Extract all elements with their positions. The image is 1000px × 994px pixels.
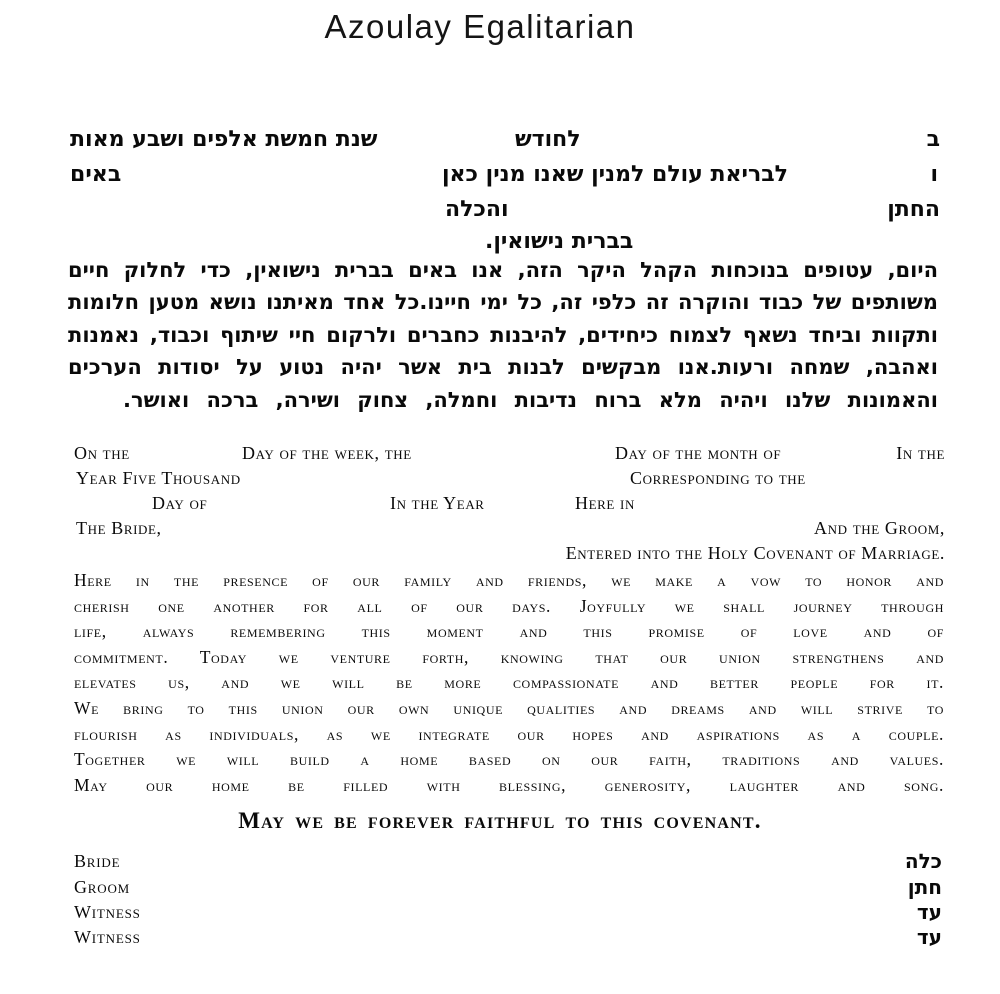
page-title: Azoulay Egalitarian: [324, 8, 636, 45]
english-and-the-groom: And the Groom,: [814, 518, 945, 538]
hebrew-hechatan: החתן: [887, 197, 940, 222]
signature-label-groom: Groom: [74, 877, 131, 897]
signature-row-bride: [74, 851, 942, 876]
signature-hebrew-kalah: כלה: [904, 849, 942, 873]
english-row-day-week: [74, 442, 945, 466]
english-day-of-month: Day of the month of: [615, 443, 782, 463]
hebrew-vehakala: והכלה: [445, 197, 509, 222]
signature-hebrew-ed-1: עד: [916, 900, 942, 924]
hebrew-paragraph-line: ואהבה, שמחה ורעות.אנו מבקשים לבנות בית אשר יהיה נטוע על יסודות הערכים: [68, 355, 938, 380]
english-year-five-thousand: Year Five Thousand: [76, 468, 241, 488]
english-day-of: Day of: [152, 493, 208, 513]
english-entered-covenant: Entered into the Holy Covenant of Marriage.: [565, 543, 945, 563]
hebrew-bivrit-nisuin: בברית נישואין.: [485, 229, 634, 254]
english-paragraph-line: elevates us, and we will be more compassionate and better people for it.: [74, 672, 944, 693]
english-paragraph-line: We bring to this union our own unique qualities and dreams and will strive to: [74, 697, 944, 718]
english-in-the: In the: [896, 443, 945, 463]
hebrew-row-groom-bride: [70, 196, 940, 226]
english-paragraph-line: Here in the presence of our family and friends, we make a vow to honor and: [74, 570, 944, 590]
english-on-the: On the: [74, 443, 130, 463]
english-paragraph: [74, 568, 944, 798]
hebrew-paragraph: [68, 254, 938, 416]
english-paragraph-line: commitment. Today we venture forth, knowing that our union strengthens and: [74, 646, 944, 667]
signature-hebrew-ed-2: עד: [916, 925, 942, 949]
hebrew-livriat-olam: לבריאת עולם למנין שאנו מנין כאן: [441, 162, 788, 187]
english-row-here-in: [74, 492, 945, 516]
english-paragraph-line: flourish as individuals, as we integrate our hopes and aspirations as a couple.: [74, 723, 944, 744]
english-here-in: Here in: [575, 493, 635, 513]
signature-label-witness-2: Witness: [74, 927, 141, 947]
english-paragraph-line: Together we will build a home based on our faith, traditions and values.: [74, 749, 944, 770]
signature-hebrew-chatan: חתן: [907, 875, 942, 899]
english-in-the-year: In the Year: [390, 493, 485, 513]
english-paragraph-line: cherish one another for all of our days. Joyfully we shall journey through: [74, 595, 944, 616]
covenant-line: May we be forever faithful to this covenant.: [238, 808, 762, 833]
english-row-entered-covenant: [74, 542, 945, 566]
hebrew-paragraph-line: משותפים של כבוד והוקרה זה כלפי זה, כל ימי חיינו.כל אחד מאיתנו נושא מטען חלומות: [68, 290, 938, 315]
hebrew-row-creation: [70, 161, 940, 191]
english-paragraph-line: life, always remembering this moment and this promise of love and of: [74, 621, 944, 642]
english-corresponding: Corresponding to the: [630, 468, 806, 488]
signature-row-witness-2: [74, 927, 942, 952]
signature-row-witness-1: [74, 902, 942, 927]
signature-row-groom: [74, 877, 942, 902]
hebrew-lachodesh: לחודש: [515, 127, 581, 152]
hebrew-paragraph-line: והאמונות שלנו ויהיה מלא ברוח נדיבות וחמלה, צחוק ושירה, ברכה ואושר.: [123, 387, 938, 412]
hebrew-baim: באים: [70, 162, 122, 187]
english-day-of-week: Day of the week, the: [242, 443, 412, 463]
hebrew-vav-letter: ו: [930, 162, 938, 187]
hebrew-day-letter: ב: [926, 127, 940, 152]
english-row-bride-groom: [74, 517, 945, 541]
hebrew-paragraph-line: ותקוות וביחד נשאף לצמוח כיחידים, להיבנות כחברים ולרקום חיי שיתוף וכבוד, נאמנות: [68, 322, 938, 347]
hebrew-year-five-thousand: שנת חמשת אלפים ושבע מאות: [70, 127, 378, 152]
english-row-year: [74, 467, 945, 491]
signature-label-bride: Bride: [74, 851, 121, 871]
hebrew-paragraph-line: היום, עטופים בנוכחות הקהל היקר הזה, אנו באים בברית נישואין, כדי לחלוק חיים: [68, 258, 938, 282]
english-the-bride: The Bride,: [76, 518, 162, 538]
hebrew-row-day-month: [70, 126, 940, 156]
english-paragraph-line: May our home be filled with blessing, generosity, laughter and song.: [74, 774, 944, 795]
signature-label-witness-1: Witness: [74, 902, 141, 922]
